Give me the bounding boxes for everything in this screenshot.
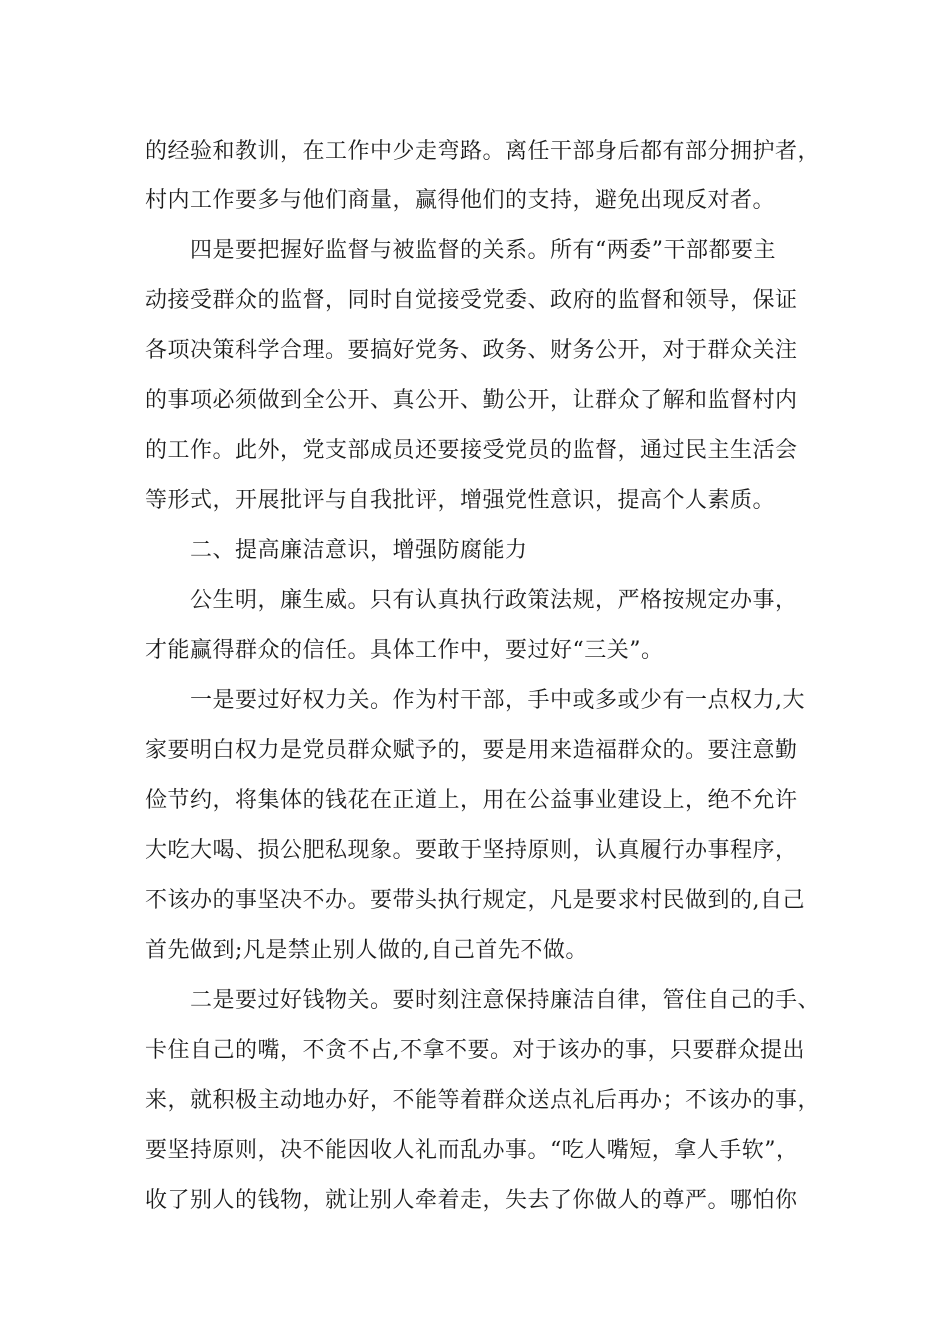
text-line: 的工作。此外，党支部成员还要接受党员的监督，通过民主生活会 bbox=[145, 438, 798, 463]
text-line: 动接受群众的监督，同时自觉接受党委、政府的监督和领导，保证 bbox=[145, 288, 798, 313]
section-heading: 二、提高廉洁意识，增强防腐能力 bbox=[190, 538, 528, 563]
text-line: 要坚持原则，决不能因收人礼而乱办事。“吃人嘴短，拿人手软”， bbox=[145, 1138, 799, 1163]
text-line: 卡住自己的嘴，不贪不占,不拿不要。对于该办的事，只要群众提出 bbox=[145, 1038, 805, 1063]
text-line: 的经验和教训，在工作中少走弯路。离任干部身后都有部分拥护者， bbox=[145, 139, 821, 164]
text-line: 村内工作要多与他们商量，赢得他们的支持，避免出现反对者。 bbox=[145, 188, 776, 213]
paragraph-start-line: 一是要过好权力关。作为村干部，手中或多或少有一点权力,大 bbox=[190, 688, 805, 713]
paragraph-start-line: 二是要过好钱物关。要时刻注意保持廉洁自律，管住自己的手、 bbox=[190, 988, 821, 1013]
text-line: 等形式，开展批评与自我批评，增强党性意识，提高个人素质。 bbox=[145, 488, 776, 513]
text-line: 不该办的事坚决不办。要带头执行规定，凡是要求村民做到的,自己 bbox=[145, 888, 805, 913]
text-line: 家要明白权力是党员群众赋予的，要是用来造福群众的。要注意勤 bbox=[145, 738, 798, 763]
text-line: 收了别人的钱物，就让别人牵着走，失去了你做人的尊严。哪怕你 bbox=[145, 1188, 798, 1213]
paragraph-start-line: 公生明，廉生威。只有认真执行政策法规，严格按规定办事， bbox=[190, 588, 798, 613]
text-line: 俭节约，将集体的钱花在正道上，用在公益事业建设上，绝不允许 bbox=[145, 788, 798, 813]
text-line: 的事项必须做到全公开、真公开、勤公开，让群众了解和监督村内 bbox=[145, 388, 798, 413]
text-line: 各项决策科学合理。要搞好党务、政务、财务公开，对于群众关注 bbox=[145, 338, 798, 363]
paragraph-start-line: 四是要把握好监督与被监督的关系。所有“两委”干部都要主 bbox=[190, 238, 776, 263]
text-line: 首先做到;凡是禁止别人做的,自己首先不做。 bbox=[145, 938, 588, 963]
text-line: 大吃大喝、损公肥私现象。要敢于坚持原则，认真履行办事程序， bbox=[145, 838, 798, 863]
text-line: 才能赢得群众的信任。具体工作中，要过好“三关”。 bbox=[145, 638, 664, 663]
text-line: 来，就积极主动地办好，不能等着群众送点礼后再办；不该办的事， bbox=[145, 1088, 821, 1113]
